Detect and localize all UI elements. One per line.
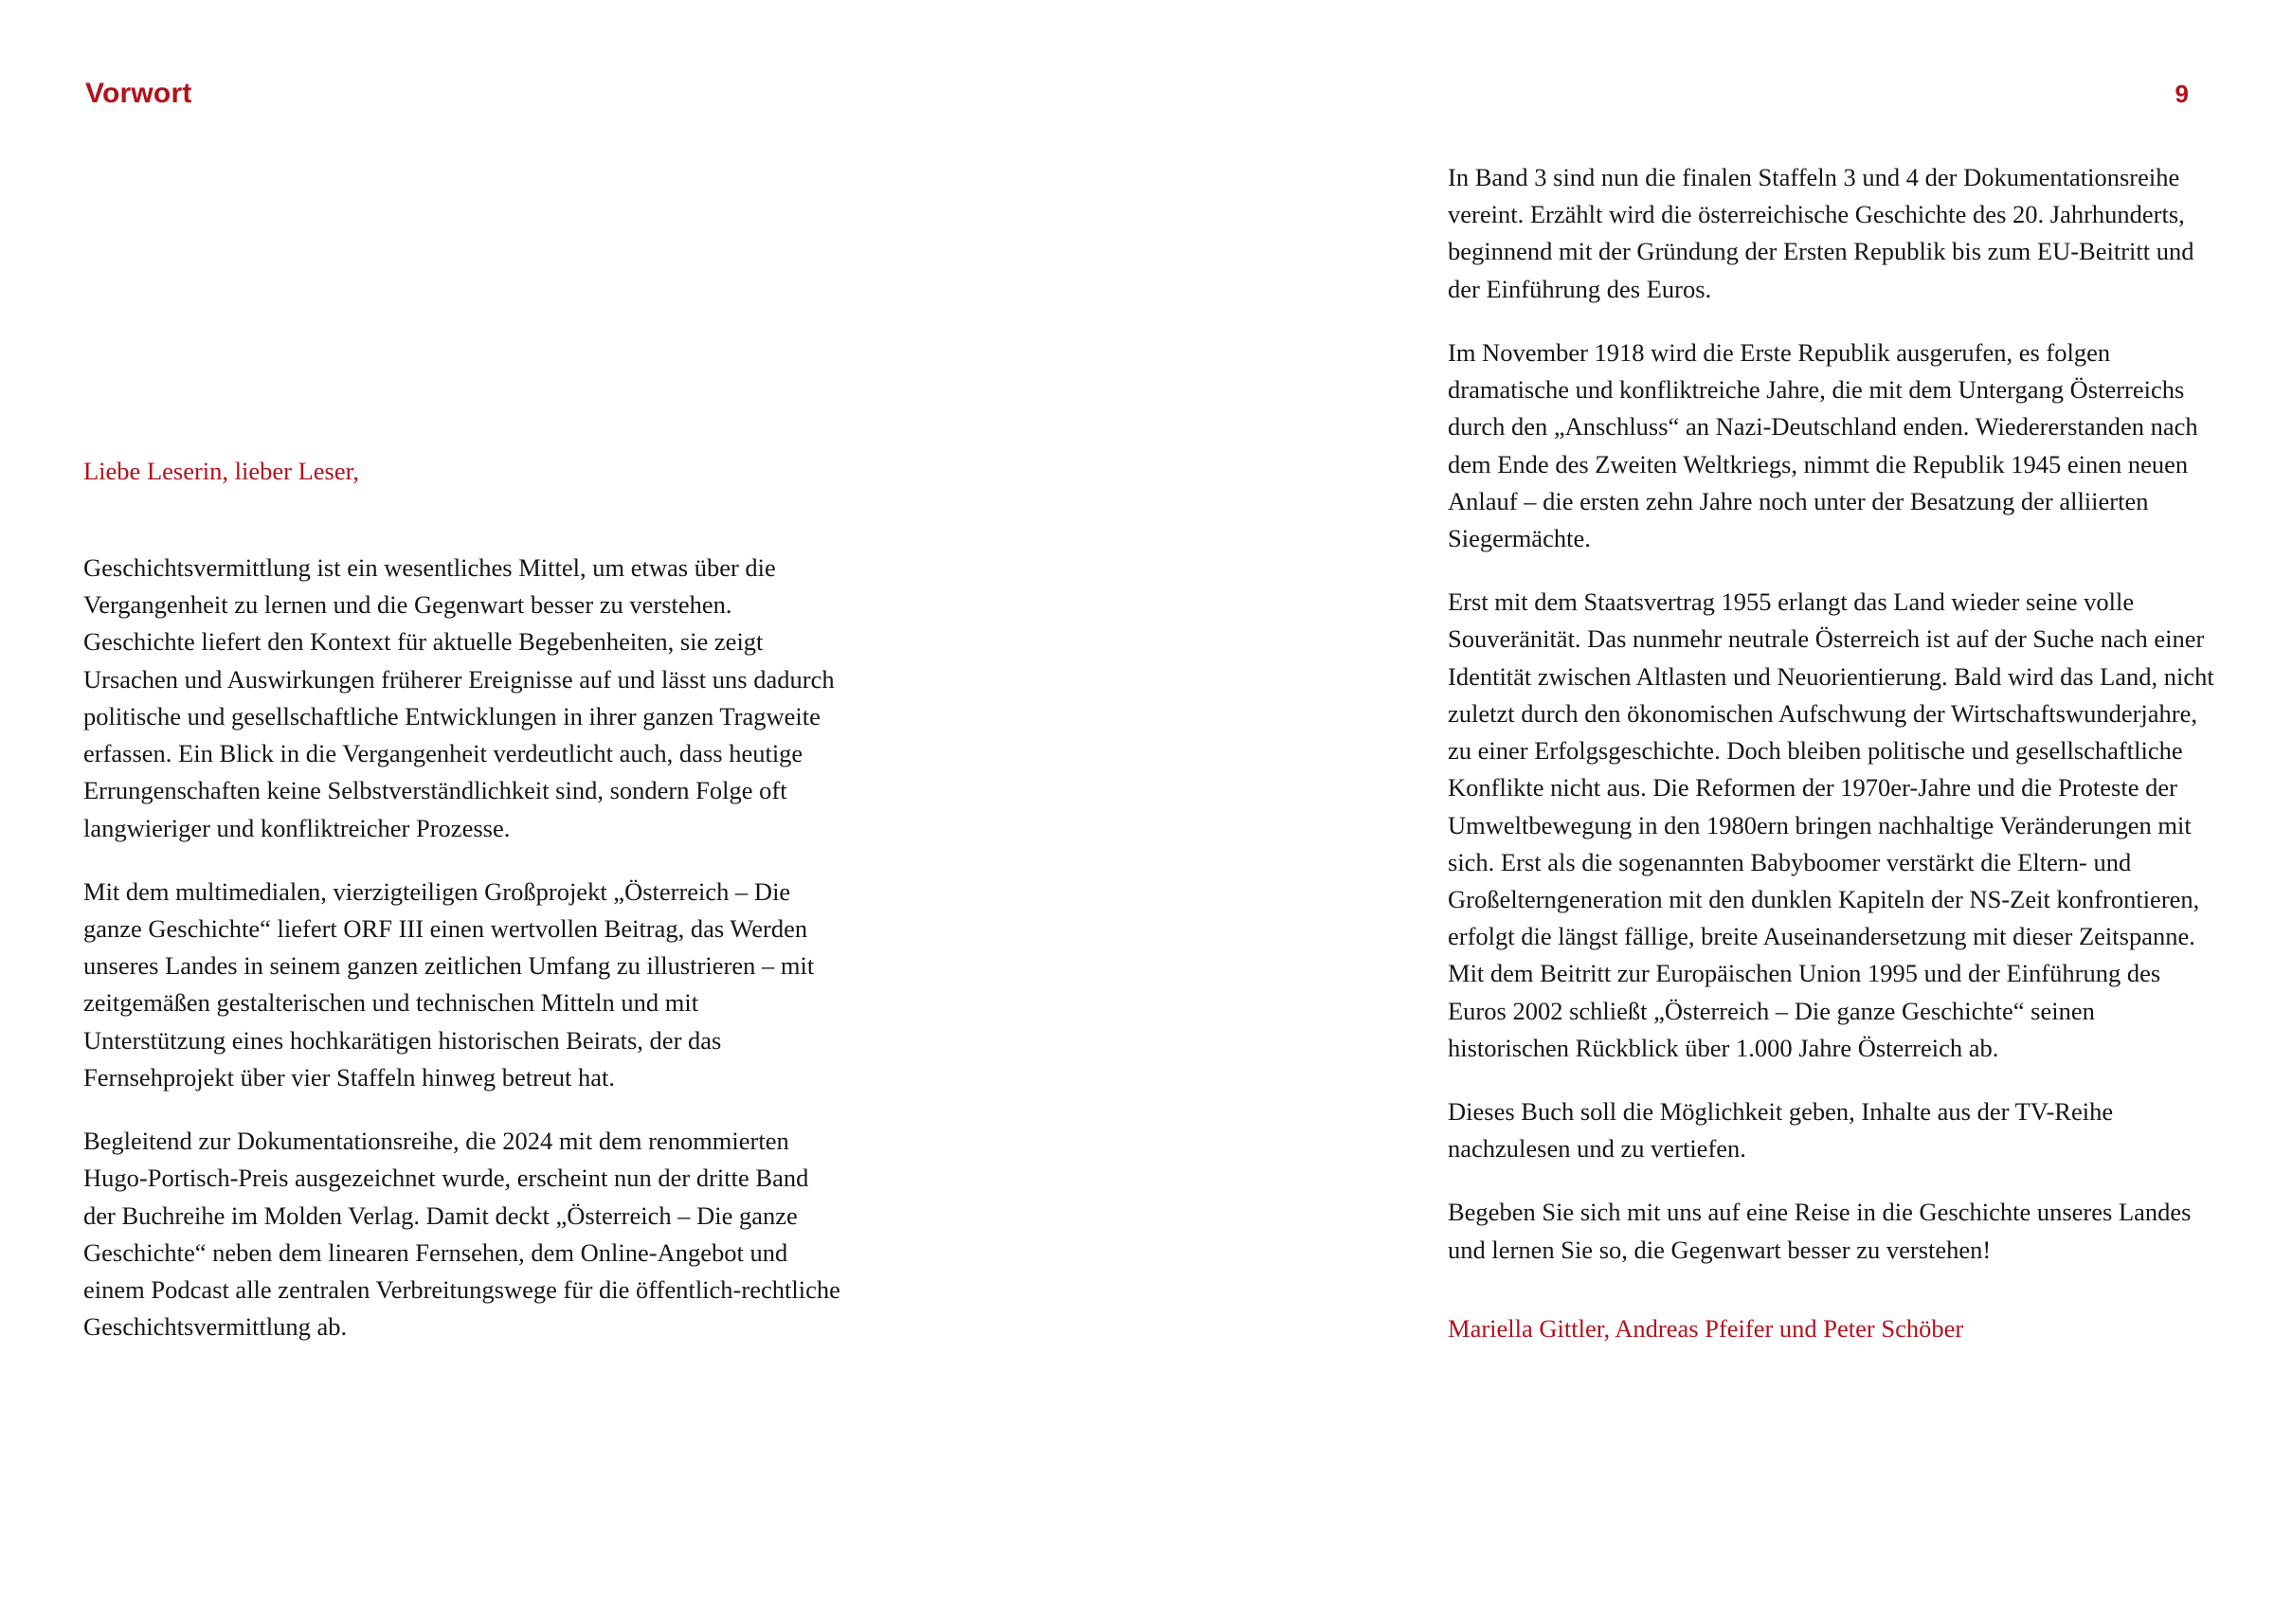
paragraph: Im November 1918 wird die Erste Republik ausgerufen, es folgen dramatische und konfliktreiche Jahre, die mit dem Untergang Österreichs durch den „Anschluss“ an Nazi-Deutschland enden. Wiedererstanden nach dem Ende des Zweiten Weltkriegs, nimmt die Republik 1945 einen neuen Anlauf – die ersten zehn Jahre noch unter der Besatzung der alliierten Siegermächte. [1448, 337, 2198, 552]
page-number: 9 [2175, 80, 2189, 108]
paragraph: In Band 3 sind nun die finalen Staffeln 3 und 4 der Dokumentationsreihe vereint. Erzählt wird die österreichische Geschichte des 20. Jahrhunderts, beginnend mit der Gründung der Ersten Republik bis zum EU-Beitritt und der Einführung des Euros. [1448, 163, 2194, 303]
left-column-body [83, 550, 841, 1345]
paragraph: Dieses Buch soll die Möglichkeit geben, Inhalte aus der TV-Reihe nachzulesen und zu vertiefen. [1448, 1097, 2114, 1164]
page-header [85, 80, 2189, 119]
paragraph: Geschichtsvermittlung ist ein wesentliches Mittel, um etwas über die Vergangenheit zu lernen und die Gegenwart besser zu verstehen. Geschichte liefert den Kontext für aktuelle Begebenheiten, sie zeigt Ursachen und Auswirkungen früherer Ereignisse auf und lässt uns dadurch politische und gesellschaftliche Entwicklungen in ihrer ganzen Tragweite erfassen. Ein Blick in die Vergangenheit verdeutlicht auch, dass heutige Errungenschaften keine Selbstverständlichkeit sind, sondern Folge oft langwieriger und konfliktreicher Prozesse. [83, 553, 835, 842]
paragraph: Mit dem multimedialen, vierzigteiligen Großprojekt „Österreich – Die ganze Geschichte“ liefert ORF III einen wertvollen Beitrag, das Werden unseres Landes in seinem ganzen zeitlichen Umfang zu illustrieren – mit zeitgemäßen gestalterischen und technischen Mitteln und mit Unterstützung eines hochkarätigen historischen Beirats, der das Fernsehprojekt über vier Staffeln hinweg betreut hat. [83, 876, 815, 1092]
signature: Mariella Gittler, Andreas Pfeifer und Peter Schöber [1448, 1313, 1964, 1343]
paragraph: Begeben Sie sich mit uns auf eine Reise in die Geschichte unseres Landes und lernen Sie so, die Gegenwart besser zu verstehen! [1448, 1198, 2192, 1264]
right-column-body [1448, 159, 2217, 1346]
paragraph: Erst mit dem Staatsvertrag 1955 erlangt das Land wieder seine volle Souveränität. Das nunmehr neutrale Österreich ist auf der Suche nach einer Identität zwischen Altlasten und Neuorientierung. Bald wird das Land, nicht zuletzt durch den ökonomischen Aufschwung der Wirtschaftswunderjahre, zu einer Erfolgsgeschichte. Doch bleiben politische und gesellschaftliche Konflikte nicht aus. Die Reformen der 1970er-Jahre und die Proteste der Umweltbewegung in den 1980ern bringen nachhaltige Veränderungen mit sich. Erst als die sogenannten Babyboomer verstärkt die Eltern- und Großelterngeneration mit den dunklen Kapiteln der NS-Zeit konfrontieren, erfolgt die längst fällige, breite Auseinandersetzung mit dieser Zeitspanne. Mit dem Beitritt zur Europäischen Union 1995 und der Einführung des Euros 2002 schließt „Österreich – Die ganze Geschichte“ seinen historischen Rückblick über 1.000 Jahre Österreich ab. [1448, 587, 2214, 1062]
salutation: Liebe Leserin, lieber Leser, [83, 457, 360, 485]
page-title: Vorwort [85, 78, 192, 109]
paragraph: Begleitend zur Dokumentationsreihe, die 2024 mit dem renommierten Hugo-Portisch-Preis ausgezeichnet wurde, erscheint nun der dritte Band der Buchreihe im Molden Verlag. Damit deckt „Österreich – Die ganze Geschichte“ neben dem linearen Fernsehen, dem Online-Angebot und einem Podcast alle zentralen Verbreitungswege für die öffentlich-rechtliche Geschichtsvermittlung ab. [83, 1127, 840, 1342]
